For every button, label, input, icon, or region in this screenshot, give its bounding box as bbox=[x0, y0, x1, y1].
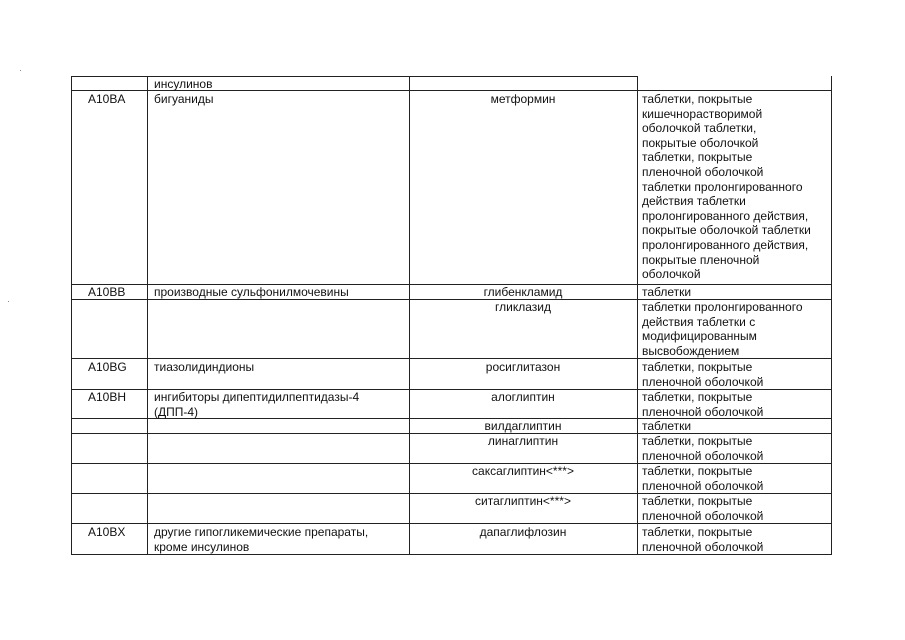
column-divider bbox=[147, 76, 148, 555]
table-cell-drug: вилдаглиптин bbox=[484, 419, 562, 433]
table-cell-group: ингибиторы дипептидилпептидазы-4 (ДПП-4) bbox=[154, 390, 360, 419]
table-cell-form: таблетки пролонгированного действия таблетки с модифицированным высвобождением bbox=[642, 300, 803, 358]
table-cell-form: таблетки, покрытые пленочной оболочкой bbox=[642, 434, 764, 463]
column-divider bbox=[409, 76, 410, 555]
scan-speck bbox=[8, 301, 9, 302]
table-cell-form: таблетки, покрытые пленочной оболочкой bbox=[642, 525, 764, 554]
column-divider bbox=[637, 76, 638, 555]
table-cell-code: A10BA bbox=[88, 92, 126, 106]
table-cell-drug: алоглиптин bbox=[491, 390, 555, 404]
table-border-left bbox=[71, 76, 72, 555]
table-cell-drug: линаглиптин bbox=[487, 434, 559, 448]
table-cell-drug: дапаглифлозин bbox=[479, 525, 567, 539]
table-cell-group: инсулинов bbox=[154, 77, 213, 91]
table-cell-group: производные сульфонилмочевины bbox=[154, 285, 349, 299]
table-cell-group: тиазолидиндионы bbox=[154, 360, 255, 374]
table-cell-form: таблетки bbox=[642, 285, 692, 299]
table-cell-drug: метформин bbox=[490, 92, 556, 106]
table-cell-drug: росиглитазон bbox=[485, 360, 561, 374]
table-cell-drug: саксаглиптин<***> bbox=[472, 464, 574, 478]
table-cell-code: A10BB bbox=[88, 285, 126, 299]
scan-speck bbox=[20, 70, 21, 71]
table-cell-code: A10BG bbox=[88, 360, 127, 374]
table-cell-form: таблетки, покрытые кишечнорастворимой оболочкой таблетки, покрытые оболочкой таблетки, покрытые пленочной оболочкой таблетки пролонгированного действия таблетки пролонгированного действия, покрытые оболочкой таблетки пролонгированного действия, покрытые пленочной оболочкой bbox=[642, 92, 811, 282]
table-cell-group: другие гипогликемические препараты, кроме инсулинов bbox=[154, 525, 369, 554]
table-cell-form: таблетки bbox=[642, 419, 692, 433]
table-cell-form: таблетки, покрытые пленочной оболочкой bbox=[642, 494, 764, 523]
table-cell-drug: гликлазид bbox=[495, 300, 551, 314]
table-cell-code: A10BH bbox=[88, 390, 127, 404]
table-border-right bbox=[831, 76, 832, 555]
table-cell-form: таблетки, покрытые пленочной оболочкой bbox=[642, 464, 764, 493]
table-cell-code: A10BX bbox=[88, 525, 126, 539]
table-cell-form: таблетки, покрытые пленочной оболочкой bbox=[642, 360, 764, 389]
table-cell-drug: ситаглиптин<***> bbox=[475, 494, 571, 508]
table-cell-form: таблетки, покрытые пленочной оболочкой bbox=[642, 390, 764, 419]
table-cell-drug: глибенкламид bbox=[483, 285, 563, 299]
table-cell-group: бигуаниды bbox=[154, 92, 214, 106]
